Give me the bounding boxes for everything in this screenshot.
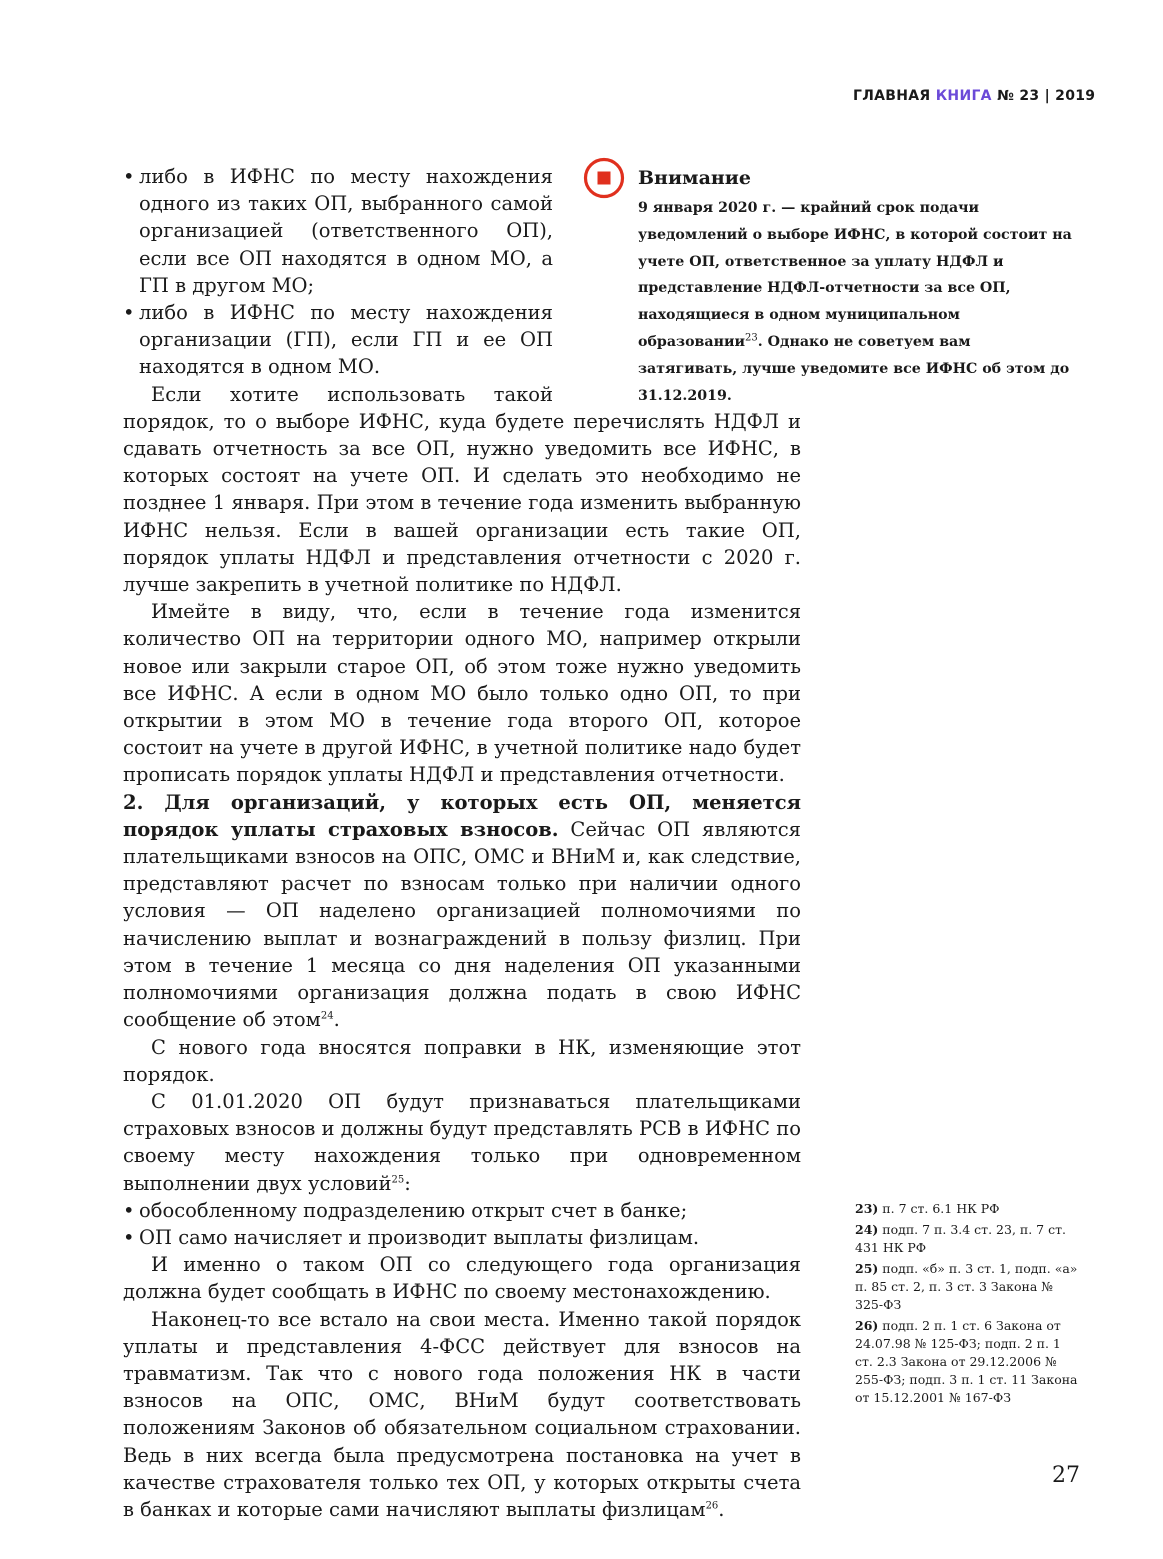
- paragraph-end: .: [718, 1497, 725, 1521]
- magazine-header: [853, 88, 1103, 104]
- footnote: [855, 1260, 1080, 1314]
- footnote-text: п. 7 ст. 6.1 НК РФ: [878, 1201, 1000, 1216]
- list-item: • ОП само начисляет и производит выплаты физлицам.: [123, 1224, 801, 1251]
- page-number: 27: [1052, 1463, 1080, 1488]
- paragraph-section-2: [123, 789, 801, 1034]
- footnote-number: 25): [855, 1261, 879, 1276]
- paragraph: [123, 1088, 801, 1197]
- paragraph-text: Наконец-то все встало на свои места. Именно такой порядок уплаты и представления 4-ФСС действует для взносов на травматизм. Так что с нового года положения НК в части взносов на ОПС, ОМС, ВНиМ будут соответствовать положениям Законов об обязательном социальном страховании. Ведь в них всегда была предусмотрена постановка на учет в качестве страхователя только тех ОП, у которых открыты счета в банках и которые сами начисляют выплаты физлицам: [123, 1307, 801, 1521]
- paragraph: [123, 1306, 801, 1524]
- attention-footnote-ref[interactable]: 23: [745, 332, 758, 344]
- list-item: • обособленному подразделению открыт счет в банке;: [123, 1197, 801, 1224]
- footnote: [855, 1221, 1080, 1257]
- footnote-ref[interactable]: 25: [391, 1174, 405, 1186]
- footnote-text: подп. 2 п. 1 ст. 6 Закона от 24.07.98 № 125-ФЗ; подп. 2 п. 1 ст. 2.3 Закона от 29.12.2006 № 255-ФЗ; подп. 3 п. 1 ст. 11 Закона от 15.12.2001 № 167-ФЗ: [855, 1318, 1078, 1405]
- paragraph-text: С 01.01.2020 ОП будут признаваться плательщиками страховых взносов и должны будут представлять РСВ в ИФНС по своему месту нахождения только при одновременном выполнении двух условий: [123, 1089, 801, 1195]
- footnote: [855, 1317, 1080, 1407]
- paragraph: С нового года вносятся поправки в НК, изменяющие этот порядок.: [123, 1035, 801, 1086]
- footnote-text: подп. 7 п. 3.4 ст. 23, п. 7 ст. 431 НК РФ: [855, 1222, 1066, 1255]
- paragraph-text: Сейчас ОП являются плательщиками взносов на ОПС, ОМС и ВНиМ и, как следствие, представляют расчет по взносам только при наличии одного условия — ОП наделено организацией полномочиями по начислению выплат и вознаграждений в пользу физлиц. При этом в течение 1 месяца со дня наделения ОП указанными полномочиями организация должна подать в свою ИФНС сообщение об этом: [123, 817, 801, 1032]
- main-text-column: [123, 163, 801, 1523]
- paragraph-end: .: [333, 1008, 340, 1032]
- list-item: • либо в ИФНС по месту нахождения одного из таких ОП, выбранного самой организацией (ответственного ОП), если все ОП находятся в одном МО, а ГП в другом МО;: [123, 163, 801, 299]
- footnote-number: 24): [855, 1222, 879, 1237]
- paragraph: И именно о таком ОП со следующего года организация должна будет сообщать в ИФНС по своему местонахождению.: [123, 1253, 801, 1304]
- paragraph: Имейте в виду, что, если в течение года изменится количество ОП на территории одного МО, например открыли новое или закрыли старое ОП, об этом тоже нужно уведомить все ИФНС. А если в одном МО было только одно ОП, то при открытии в этом МО в течение года второго ОП, которое состоит на учете в другой ИФНС, в учетной политике надо будет прописать порядок уплаты НДФЛ и представления отчетности.: [123, 600, 801, 787]
- attention-body-text: 9 января 2020 г. — крайний срок подачи уведомлений о выборе ИФНС, в которой состоит на учете ОП, ответственное за уплату НДФЛ и представление НДФЛ-отчетности за все ОП, находящиеся в одном муниципальном образовании: [638, 200, 1072, 350]
- paragraph: Если хотите использовать такой порядок, то о выборе ИФНС, куда будете перечислять НДФЛ и сдавать отчетность за все ОП, нужно уведомить все ИФНС, в которых состоят на учете ОП. И сделать это необходимо не позднее 1 января. При этом в течение года изменить выбранную ИФНС нельзя. Если в вашей организации есть такие ОП, порядок уплаты НДФЛ и представления отчетности с 2020 г. лучше закрепить в учетной политике по НДФЛ.: [123, 382, 801, 597]
- footnote-number: 26): [855, 1318, 879, 1333]
- footnote: [855, 1200, 1080, 1218]
- issue-number: № 23 | 2019: [997, 88, 1096, 104]
- footnote-ref[interactable]: 26: [705, 1500, 719, 1512]
- list-item: • либо в ИФНС по месту нахождения организации (ГП), если ГП и ее ОП находятся в одном МО.: [123, 299, 801, 381]
- paragraph-end: :: [404, 1171, 411, 1195]
- section-heading: 2. Для организаций, у которых есть ОП, меняется порядок уплаты страховых взносов.: [123, 790, 801, 841]
- brand-name-part2: КНИГА: [935, 88, 992, 104]
- footnote-number: 23): [855, 1201, 879, 1216]
- footnotes-block: [855, 1200, 1080, 1410]
- brand-name-part1: ГЛАВНАЯ: [853, 88, 931, 104]
- footnote-text: подп. «б» п. 3 ст. 1, подп. «а» п. 85 ст. 2, п. 3 ст. 3 Закона № 325-ФЗ: [855, 1261, 1078, 1312]
- attention-body-text-2: . Однако не советуем вам затягивать, лучше уведомите все ИФНС об этом до 31.12.2019.: [638, 333, 1070, 404]
- attention-title: Внимание: [638, 167, 751, 189]
- footnote-ref[interactable]: 24: [320, 1010, 334, 1022]
